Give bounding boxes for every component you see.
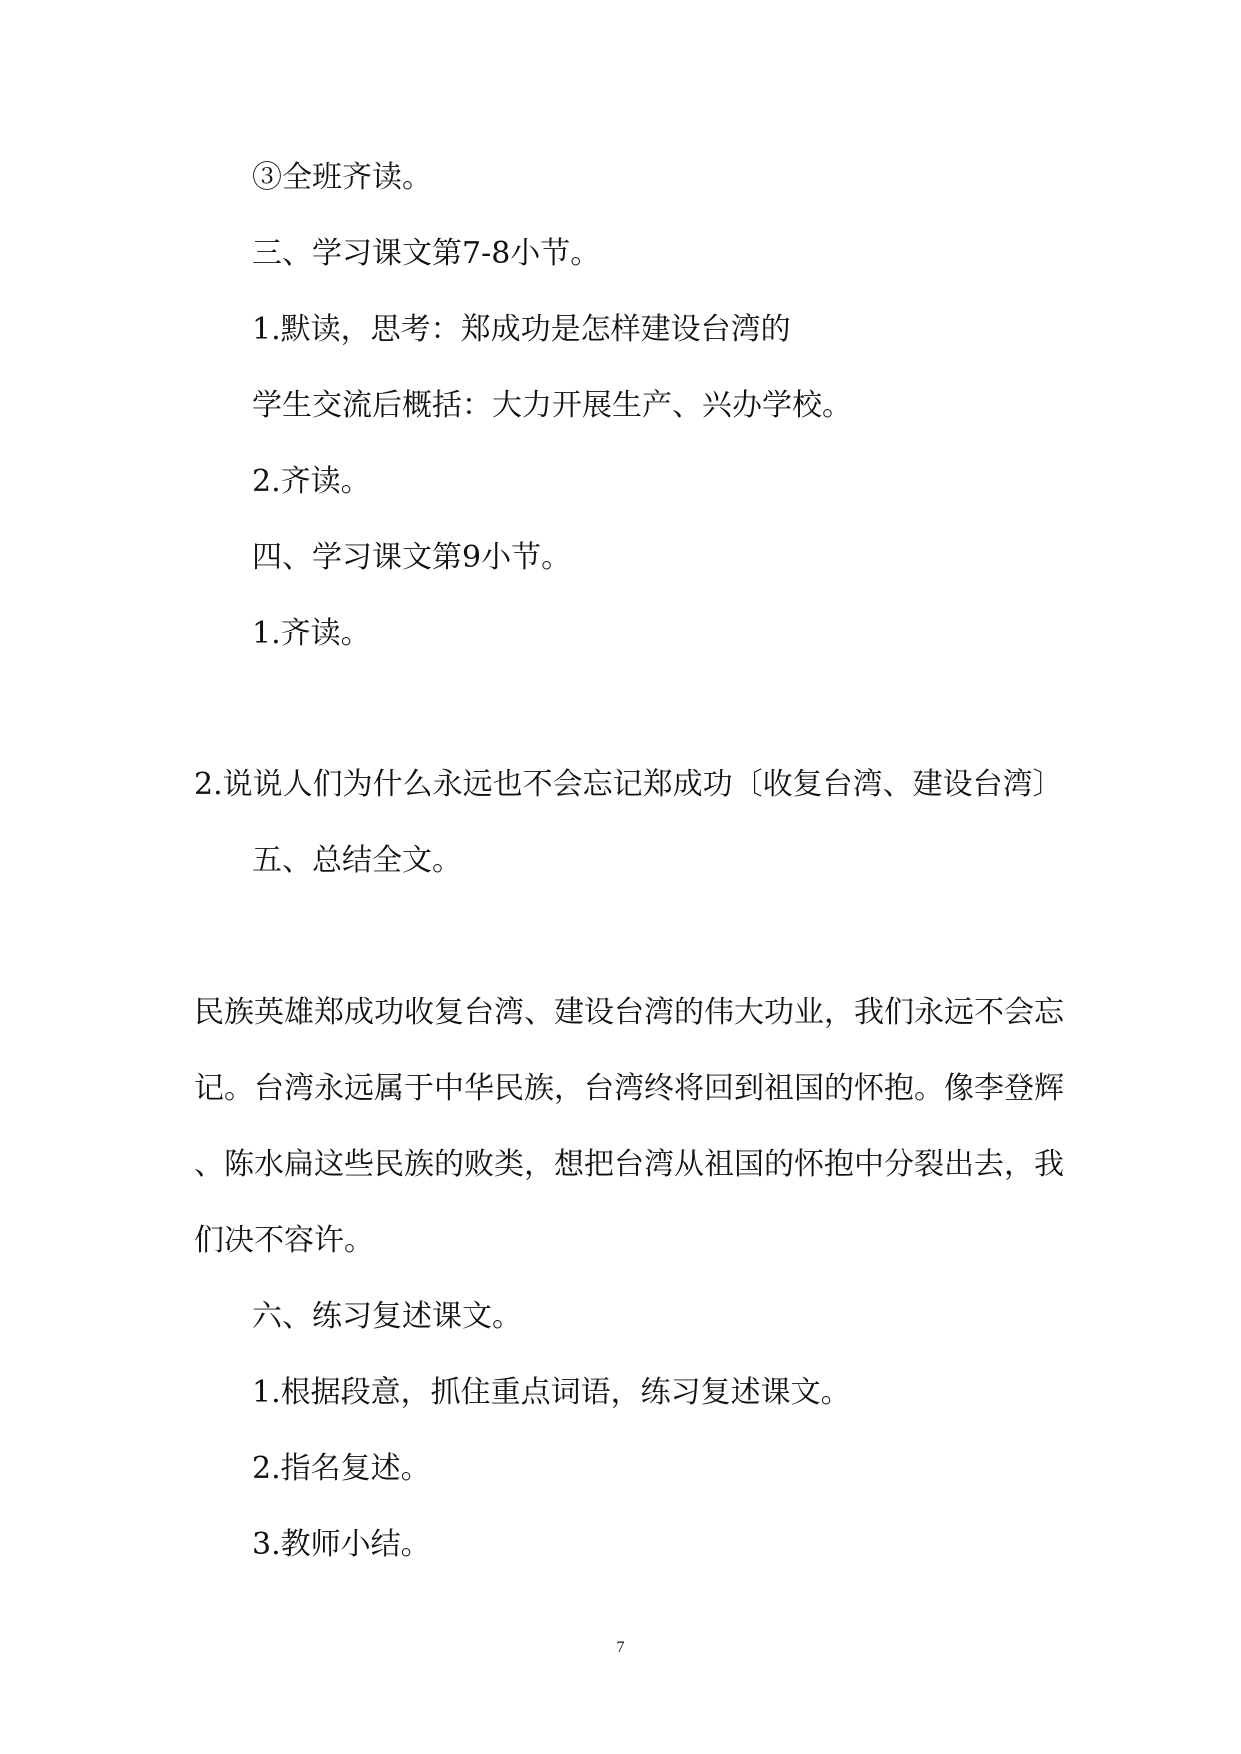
summary-paragraph-line-1: 民族英雄郑成功收复台湾、建设台湾的伟大功业，我们永远不会忘 [194,995,1064,1030]
item-read-together: 2.齐读。 [252,464,371,499]
page-number: 7 [616,1639,625,1656]
summary-paragraph-line-3: 、陈水扁这些民族的败类，想把台湾从祖国的怀抱中分裂出去，我 [194,1147,1064,1182]
section-three-heading: 三、学习课文第7-8小节。 [252,236,601,271]
summary-paragraph-line-2: 记。台湾永远属于中华民族，台湾终将回到祖国的怀抱。像李登辉 [194,1071,1064,1106]
discussion-question: 2.说说人们为什么永远也不会忘记郑成功〔收复台湾、建设台湾〕 [194,767,1063,802]
step-full-class-read: ③全班齐读。 [252,160,432,195]
section-four-heading: 四、学习课文第9小节。 [252,540,572,575]
item-read-together-2: 1.齐读。 [252,616,371,651]
section-six-heading: 六、练习复述课文。 [252,1299,522,1334]
student-summary-line: 学生交流后概括：大力开展生产、兴办学校。 [252,388,852,423]
section-five-heading: 五、总结全文。 [252,843,462,878]
item-retell-practice: 1.根据段意，抓住重点词语，练习复述课文。 [252,1375,851,1410]
item-teacher-summary: 3.教师小结。 [252,1527,431,1562]
item-silent-reading: 1.默读，思考：郑成功是怎样建设台湾的 [252,312,791,347]
item-named-retelling: 2.指名复述。 [252,1451,431,1486]
summary-paragraph-line-4: 们决不容许。 [194,1223,374,1258]
